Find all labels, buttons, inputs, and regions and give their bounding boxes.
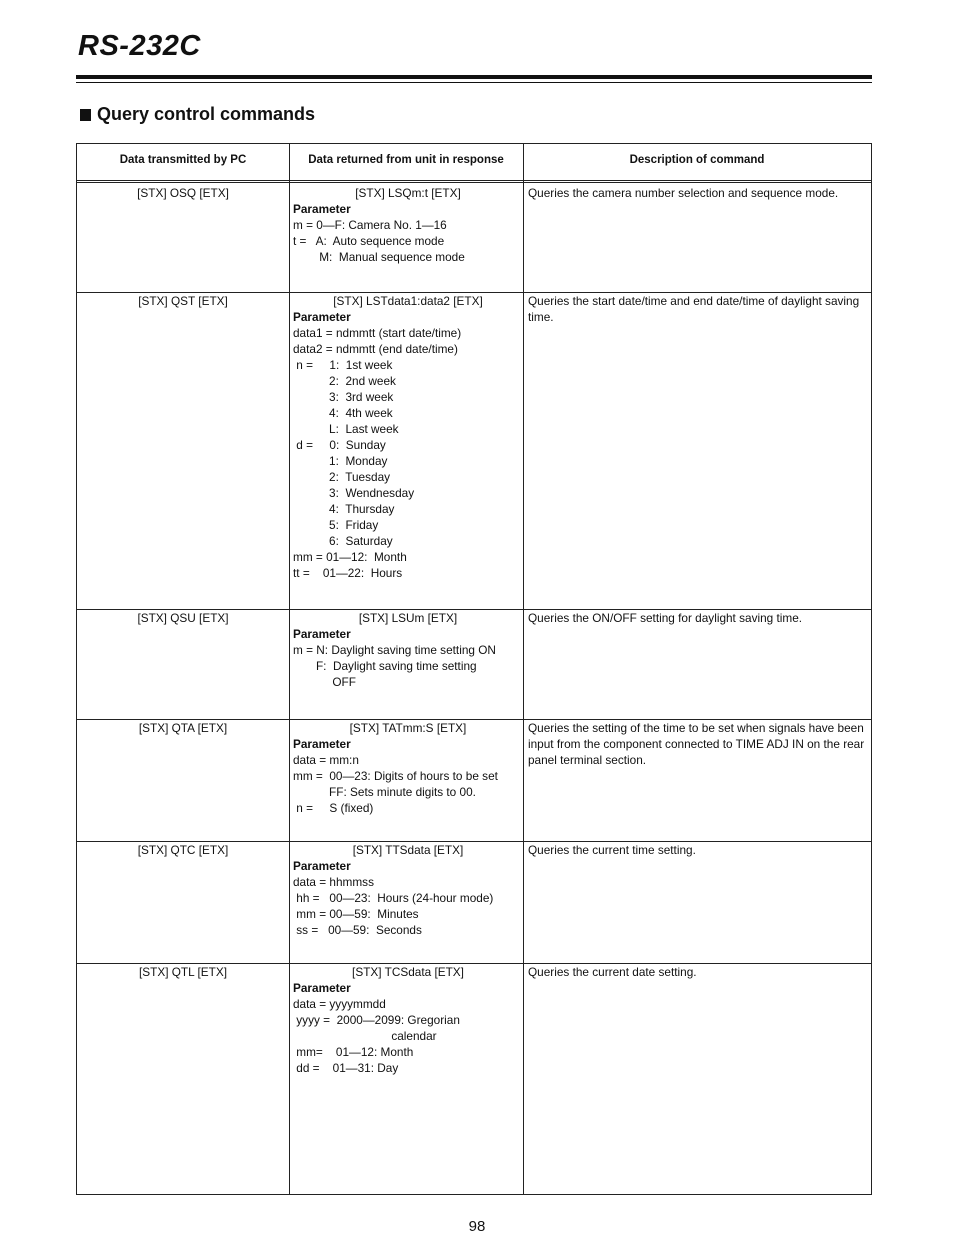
- response-cell: [293, 293, 523, 581]
- parameter-line: data = hhmmss: [293, 875, 374, 889]
- parameter-line: L: Last week: [293, 422, 399, 436]
- parameter-line: calendar: [293, 1029, 437, 1043]
- column-header-response: Data returned from unit in response: [308, 154, 504, 166]
- parameter-line: 2: Tuesday: [293, 470, 391, 484]
- parameter-line: data1 = ndmmtt (start date/time): [293, 326, 462, 340]
- parameter-line: 5: Friday: [293, 518, 379, 532]
- response-cell: [293, 842, 523, 938]
- command-table: [76, 143, 872, 1195]
- header-divider: [77, 182, 871, 183]
- parameter-line: mm= 01—12: Month: [293, 1045, 414, 1059]
- section-title: Query control commands: [97, 104, 316, 124]
- parameter-line: mm = 00—23: Digits of hours to be set: [293, 769, 498, 783]
- parameter-line: M: Manual sequence mode: [293, 250, 465, 264]
- response-cell: [293, 185, 523, 265]
- parameter-line: data = mm:n: [293, 753, 359, 767]
- command-description: Queries the current date setting.: [528, 965, 697, 979]
- response-cell: [293, 610, 523, 690]
- command-description: Queries the ON/OFF setting for daylight saving time.: [528, 611, 803, 625]
- bullet-square-icon: [80, 109, 91, 121]
- page-number: 98: [468, 1218, 486, 1235]
- parameter-line: t = A: Auto sequence mode: [293, 234, 445, 248]
- pc-command: [STX] QTA [ETX]: [138, 721, 228, 735]
- parameter-label: Parameter: [293, 859, 351, 873]
- parameter-line: 2: 2nd week: [293, 374, 396, 388]
- parameter-line: m = N: Daylight saving time setting ON: [293, 643, 496, 657]
- parameter-line: d = 0: Sunday: [293, 438, 386, 452]
- response-command: [STX] TATmm:S [ETX]: [349, 721, 467, 735]
- response-cell: [293, 720, 523, 816]
- pc-command: [STX] QTC [ETX]: [137, 843, 229, 857]
- parameter-line: FF: Sets minute digits to 00.: [293, 785, 476, 799]
- page-header-title: RS-232C: [78, 30, 201, 62]
- command-description: Queries the start date/time and end date/time of daylight saving time.: [528, 294, 860, 324]
- parameter-line: dd = 01—31: Day: [293, 1061, 399, 1075]
- parameter-line: 4: Thursday: [293, 502, 395, 516]
- parameter-line: 6: Saturday: [293, 534, 393, 548]
- column-header-pc: Data transmitted by PC: [119, 154, 247, 166]
- pc-command: [STX] QTL [ETX]: [138, 965, 228, 979]
- parameter-line: data = yyyymmdd: [293, 997, 386, 1011]
- column-divider: [523, 144, 524, 1194]
- pc-command: [STX] QST [ETX]: [138, 294, 228, 308]
- header-rule-thick: [76, 75, 872, 79]
- response-command: [STX] TCSdata [ETX]: [352, 965, 464, 979]
- response-command: [STX] LSUm [ETX]: [358, 611, 458, 625]
- parameter-line: 4: 4th week: [293, 406, 393, 420]
- parameter-line: mm = 00—59: Minutes: [293, 907, 419, 921]
- parameter-line: yyyy = 2000—2099: Gregorian: [293, 1013, 460, 1027]
- parameter-line: ss = 00—59: Seconds: [293, 923, 422, 937]
- parameter-label: Parameter: [293, 737, 351, 751]
- parameter-line: 1: Monday: [293, 454, 388, 468]
- command-description: Queries the setting of the time to be set when signals have been input from the component connected to TIME ADJ IN on the rear panel terminal section.: [528, 721, 865, 767]
- column-divider: [289, 144, 290, 1194]
- parameter-label: Parameter: [293, 202, 351, 216]
- parameter-line: hh = 00—23: Hours (24-hour mode): [293, 891, 494, 905]
- parameter-line: n = S (fixed): [293, 801, 374, 815]
- parameter-label: Parameter: [293, 310, 351, 324]
- pc-command: [STX] QSU [ETX]: [137, 611, 229, 625]
- header-rule-thin: [76, 82, 872, 83]
- parameter-line: mm = 01—12: Month: [293, 550, 407, 564]
- command-description: Queries the current time setting.: [528, 843, 696, 857]
- parameter-line: n = 1: 1st week: [293, 358, 393, 372]
- parameter-line: tt = 01—22: Hours: [293, 566, 403, 580]
- parameter-line: m = 0—F: Camera No. 1—16: [293, 218, 447, 232]
- header-divider: [77, 180, 871, 181]
- pc-command: [STX] OSQ [ETX]: [137, 186, 229, 200]
- section-heading: [80, 104, 315, 125]
- response-command: [STX] TTSdata [ETX]: [352, 843, 464, 857]
- column-header-description: Description of command: [629, 154, 765, 166]
- parameter-line: data2 = ndmmtt (end date/time): [293, 342, 458, 356]
- response-command: [STX] LSQm:t [ETX]: [355, 186, 461, 200]
- parameter-label: Parameter: [293, 627, 351, 641]
- response-cell: [293, 964, 523, 1076]
- parameter-line: OFF: [293, 675, 356, 689]
- response-command: [STX] LSTdata1:data2 [ETX]: [333, 294, 483, 308]
- parameter-line: 3: Wendnesday: [293, 486, 415, 500]
- parameter-line: F: Daylight saving time setting: [293, 659, 477, 673]
- parameter-line: 3: 3rd week: [293, 390, 394, 404]
- parameter-label: Parameter: [293, 981, 351, 995]
- command-description: Queries the camera number selection and sequence mode.: [528, 186, 839, 200]
